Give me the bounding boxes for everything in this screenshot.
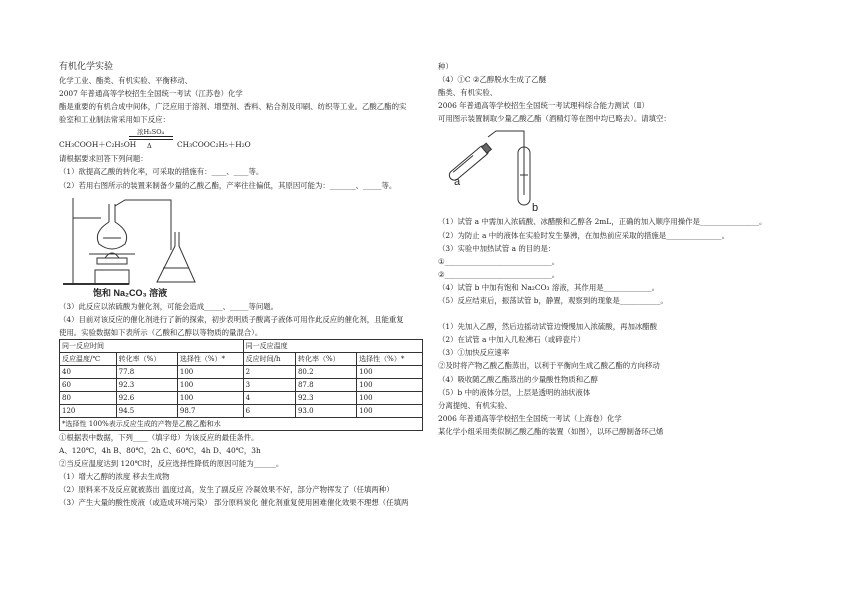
table-cell: 100: [357, 391, 423, 404]
text-line: 2006 年普通高等学校招生全国统一考试理科综合能力测试（Ⅱ）: [438, 101, 649, 111]
answer-line: （3）产生大量的酸性废液（或造成环境污染） 部分原料炭化 催化剂重复使用困难催化效果不理想（任填两: [59, 498, 409, 508]
test-tube-apparatus-icon: [438, 125, 558, 215]
table-cell: 98.7: [177, 404, 243, 417]
answer-line: （2）原料来不及反应就被蒸出 温度过高，发生了副反应 冷凝效果不好，部分产物挥发了（任填两种）: [59, 485, 394, 495]
table-cell: 100: [357, 365, 423, 378]
text-line: 可用图示装置制取少量乙酸乙酯（酒精灯等在图中均已略去）。请填空：: [438, 114, 671, 124]
table-cell: 92.6: [116, 391, 177, 404]
table-group-row: [60, 339, 423, 352]
table-header: 反应温度/℃: [60, 352, 117, 365]
left-column: [59, 60, 423, 510]
test-tube-figure: [438, 125, 802, 215]
table-footnote-row: [60, 417, 423, 430]
question-2: （2）若用右图所示的装置来制备少量的乙酸乙酯，产率往往偏低，其原因可能为：_______、_____等。: [59, 180, 397, 190]
text-line: 使用。实验数据如下表所示（乙酸和乙醇以等物质的量混合）。: [59, 327, 263, 337]
text-line: 酯是重要的有机合成中间体，广泛应用于溶剂、增塑剂、香料、粘合剂及印刷、纺织等工业。乙酸乙酯的实: [59, 102, 407, 112]
answer-line: （4）吸收随乙酸乙酯蒸出的少量酸性物质和乙醇: [438, 374, 598, 384]
answer-line: ②及时将产物乙酸乙酯蒸出，以利于平衡向生成乙酸乙酯的方向移动: [438, 361, 660, 371]
text-line: 分离提纯、有机实验、: [438, 400, 512, 410]
table-cell: 4: [243, 391, 295, 404]
table-cell: 100: [177, 365, 243, 378]
table-cell: 92.3: [116, 378, 177, 391]
apparatus-figure: [59, 192, 423, 300]
question-3: （3）此反应以浓硫酸为催化剂，可能会造成_____、_____等问题。: [59, 301, 279, 311]
table-row: [60, 365, 423, 378]
text-line: 2006 年普通高等学校招生全国统一考试（上海卷）化学: [438, 413, 622, 423]
table-header: 选择性（%）*: [357, 352, 423, 365]
table-row: [60, 391, 423, 404]
answer-line: （1）增大乙醇的浓度 移去生成物: [59, 472, 170, 482]
table-cell: 40: [60, 365, 117, 378]
table-cell: 80.2: [295, 365, 356, 378]
table-header: 转化率（%）: [116, 352, 177, 365]
table-cell: 2: [243, 365, 295, 378]
table-cell: 93.0: [295, 404, 356, 417]
table-row: [60, 378, 423, 391]
tube-b-label: b: [532, 202, 539, 215]
table-cell: 92.3: [295, 391, 356, 404]
question-4: （4）目前对该反应的催化剂进行了新的探索，初步表明质子酸离子液体可用作此反应的催化剂，且能重复: [59, 314, 404, 324]
blank-line: ①_____________________________。: [438, 256, 560, 266]
table-cell: 3: [243, 378, 295, 391]
equilibrium-arrow: [129, 136, 173, 137]
text-line: 化学工业、酯类、有机实验、平衡移动、: [59, 76, 193, 85]
section-title: 有机化学实验: [59, 62, 114, 72]
text-line: ①根据表中数据，下列____（填字母）为该反应的最佳条件。: [59, 432, 259, 442]
text-line: ②当反应温度达到 120℃时，反应选择性降低的原因可能为______。: [59, 459, 284, 469]
figure-caption: 饱和 Na₂CO₃ 溶液: [93, 287, 168, 298]
answer-line: （4）①C ②乙醇脱水生成了乙醚: [438, 75, 547, 85]
table-cell: 100: [177, 391, 243, 404]
text-line: 酯类、有机实验、: [438, 88, 498, 98]
table-group-header: 同一反应时间: [60, 339, 244, 352]
table-footnote: *选择性 100%表示反应生成的产物是乙酸乙酯和水: [60, 417, 423, 430]
spacer: [438, 307, 802, 320]
table-cell: 120: [60, 404, 117, 417]
equation-heat: Δ: [147, 142, 152, 151]
question-3: （3）实验中加热试管 a 的目的是：: [438, 243, 556, 253]
text-line: 某化学小组采用类似制乙酸乙酯的装置（如图），以环己醇制备环己烯: [438, 426, 664, 436]
table-header: 转化率（%）: [295, 352, 356, 365]
text-line: 2007 年普通高等学校招生全国统一考试（江苏卷）化学: [59, 89, 243, 99]
table-cell: 60: [60, 378, 117, 391]
table-cell: 100: [177, 378, 243, 391]
table-cell: 94.5: [116, 404, 177, 417]
table-cell: 6: [243, 404, 295, 417]
table-cell: 77.8: [116, 365, 177, 378]
distillation-apparatus-icon: [59, 192, 209, 300]
answer-line: （5）b 中的液体分层，上层是透明的油状液体: [438, 387, 591, 397]
table-header: 反应时间/h: [243, 352, 295, 365]
equation-reactants: CH₃COOH＋C₂H₅OH: [59, 140, 137, 150]
answer-line: （2）在试管 a 中加入几粒沸石（或碎瓷片）: [438, 335, 585, 345]
table-cell: 100: [357, 378, 423, 391]
table-group-header: 同一反应温度: [243, 339, 422, 352]
answer-line: （3）①加快反应速率: [438, 348, 510, 358]
text-line: 请根据要求回答下列问题：: [59, 154, 148, 164]
data-table: [59, 339, 423, 431]
question-1: （1）欲提高乙酸的转化率，可采取的措施有：____、____等。: [59, 167, 264, 177]
equation-catalyst: 浓H₂SO₄: [137, 128, 165, 137]
equation-products: CH₃COOC₂H₅＋H₂O: [177, 140, 251, 150]
question-4: （4）试管 b 中加有饱和 Na₂CO₃ 溶液，其作用是_____________。: [438, 282, 660, 292]
table-cell: 100: [357, 404, 423, 417]
table-header: 选择性（%）*: [177, 352, 243, 365]
answer-line: （1）先加入乙醇，然后边摇动试管边慢慢加入浓硫酸，再加冰醋酸: [438, 322, 658, 332]
table-cell: 80: [60, 391, 117, 404]
table-row: [60, 404, 423, 417]
question-1: （1）试管 a 中需加入浓硫酸、冰醋酸和乙醇各 2mL，正确的加入顺序用操作是________________。: [438, 217, 767, 227]
text-line: 验室和工业制法常采用如下反应：: [59, 115, 170, 125]
question-2: （2）为防止 a 中的液体在实验时发生暴沸，在加热前应采取的措施是_______________。: [438, 230, 729, 240]
tube-a-label: a: [454, 176, 461, 189]
table-cell: 87.8: [295, 378, 356, 391]
blank-line: ②_____________________________。: [438, 269, 560, 279]
text-line: 种）: [438, 62, 453, 71]
question-5: （5）反应结束后，振荡试管 b，静置，观察到的现象是___________。: [438, 296, 668, 306]
options-line: A、120℃，4h B、80℃，2h C、60℃，4h D、40℃，3h: [59, 446, 261, 456]
reaction-equation: [59, 126, 423, 152]
table-header-row: [60, 352, 423, 365]
right-column: [438, 60, 802, 438]
